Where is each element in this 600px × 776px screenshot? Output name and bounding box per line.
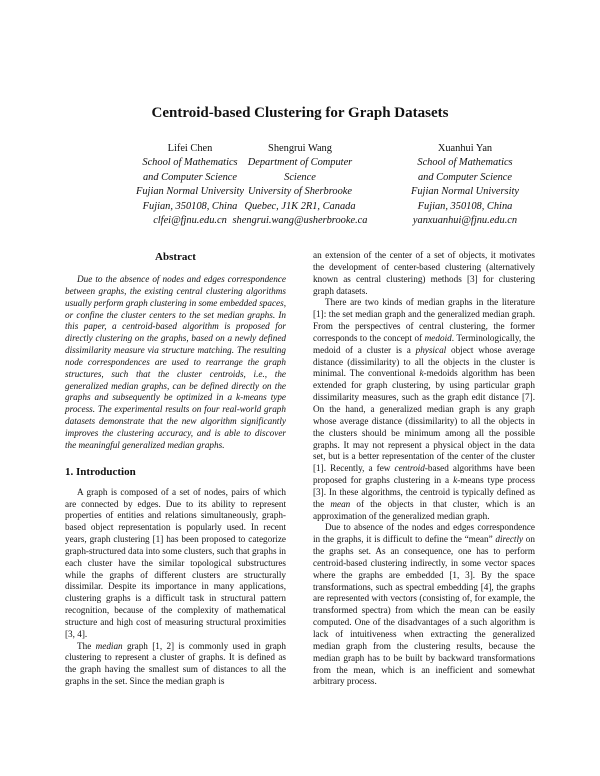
text-run: The	[77, 640, 96, 651]
text-run: -based algorithms have been proposed for graphs clustering in a	[313, 463, 536, 486]
text-run: Due to absence of the nodes and edges correspondence in the graphs, it is difficult to define the “mean”	[313, 522, 535, 545]
intro-paragraph-2	[65, 641, 286, 688]
author-email: clfei@fjnu.edu.cn	[153, 215, 227, 227]
author-name: Xuanhui Yan	[437, 143, 493, 154]
emphasis-mean: mean	[330, 498, 351, 509]
emphasis-median: median	[95, 640, 123, 651]
left-column	[65, 250, 286, 688]
author-block-3	[390, 142, 540, 228]
author-affiliation-line: Fujian Normal University	[136, 186, 244, 198]
abstract-heading: Abstract	[155, 251, 196, 263]
emphasis-k: k	[419, 368, 424, 379]
right-paragraph-1: an extension of the center of a set of objects, it motivates the development of center-based clustering (alternatively known as central clustering) methods [3] for clustering graph datasets.	[313, 250, 535, 296]
author-email: shengrui.wang@usherbrooke.ca	[232, 215, 368, 227]
text-run: -medoids algorithm has been extended for graph clustering, by using particular graph dissimilarity measures, such as the graph edit distance [7]. On the hand, a generalized median graph is any graph whose average distance (dissimilarity) to all the objects in the clusters should be minimum among all the possible graphs. It may not represent a physical object in the data set, but is a better representation of the center of the cluster [1]. Recently, a few	[313, 368, 535, 474]
author-affiliation-line: University of Sherbrooke	[247, 186, 353, 198]
text-run: object whose average distance (dissimilarity) to all the objects in the cluster is minimal. The conventional	[313, 344, 535, 379]
text-run: of the objects in that cluster, which is an approximation of the generalized median graph.	[313, 498, 535, 521]
author-email: yanxuanhui@fjnu.edu.cn	[412, 215, 518, 227]
text-run: -means type process [3]. In these algorithms, the centroid is typically defined as the	[313, 475, 536, 509]
author-affiliation-line: and Computer Science	[142, 171, 238, 183]
text-run: on the graphs set. As an consequence, one has to perform centroid-based clustering indirectly, in some vector spaces where the graphs are embedded [1, 3]. By the space transformations, such as spectral embedding [4], the graphs are represented with vectors (consisting of, for example, the transformed spectra) from which the mean can be easily computed. One of the disadvantages of a such algorithm is lack of intuitiveness when extracting the generalized median graph from the clustering results, because the median graph has to be built by backward transformations from the mean, which is an inefficient and somewhat arbitrary process.	[313, 534, 535, 687]
emphasis-physical: physical	[415, 344, 447, 355]
right-paragraph-3	[313, 522, 535, 688]
emphasis-centroid: centroid	[394, 463, 425, 474]
author-affiliation-line: Fujian Normal University	[411, 186, 519, 198]
author-block-2	[220, 142, 380, 228]
author-affiliation-line: Fujian, 350108, China	[142, 200, 238, 212]
author-name: Shengrui Wang	[268, 143, 332, 154]
text-run: graph [1, 2] is commonly used in graph clustering to represent a cluster of graphs. It is defined as the graph having the smallest sum of distances to all the graphs in the set. Since the median graph is	[65, 640, 286, 687]
author-affiliation-line: Department of Computer	[247, 157, 353, 169]
emphasis-directly: directly	[495, 534, 524, 545]
abstract-text: Due to the absence of nodes and edges correspondence between graphs, the existing central clustering algorithms usually perform graph clustering in some embedded spaces, or confine the cluster centers to the set median graphs. In this paper, a centroid-based algorithm is proposed for directly clustering on the graphs, based on a newly defined dissimilarity measure via structure matching. The resulting node correspondences are used to rearrange the graph structures, such that the cluster centroids, i.e., the generalized median graphs, can be defined directly on the graphs and subsequently be optimized in a k-means type process. The experimental results on four real-world graph datasets demonstrate that the new algorithm significantly improves the clustering accuracy, and is able to discover the meaningful generalized median graphs.	[65, 274, 286, 450]
author-affiliation-line: and Computer Science	[417, 171, 513, 183]
text-run: There are two kinds of median graphs in the literature [1]: the set median graph and the generalized median graph. From the perspectives of central clustering, the former corresponds to the concept of	[313, 297, 535, 343]
author-affiliation-line: School of Mathematics	[142, 157, 238, 169]
text-run: . Terminologically, the medoid of a cluster is a	[313, 332, 535, 355]
author-affiliation-line: School of Mathematics	[417, 157, 513, 169]
emphasis-medoid: medoid	[424, 332, 452, 343]
emphasis-k: k	[453, 475, 458, 486]
section-heading-introduction: 1. Introduction	[65, 465, 136, 478]
paper-title: Centroid-based Clustering for Graph Datasets	[151, 105, 449, 121]
author-affiliation-line: Quebec, J1K 2R1, Canada	[244, 200, 356, 212]
author-affiliation-line: Science	[284, 171, 316, 183]
right-paragraph-2	[313, 297, 535, 522]
author-name: Lifei Chen	[167, 143, 213, 154]
intro-paragraph-1: A graph is composed of a set of nodes, pairs of which are connected by edges. Due to its ability to represent properties of entities and relations simultaneously, graph-based object representation is popularly used. In recent years, graph clustering [1] has been proposed to categorize graph-structured data into some clusters, such that graphs in each cluster have the similar topological substructures while the graphs of different clusters are structurally dissimilar. Despite its importance in many applications, clustering graphs is a difficult task in structural pattern recognition, because of the complexity of mathematical structure and high cost of measuring structural proximities [3, 4].	[65, 486, 286, 639]
author-affiliation-line: Fujian, 350108, China	[417, 200, 513, 212]
right-column	[313, 250, 535, 688]
